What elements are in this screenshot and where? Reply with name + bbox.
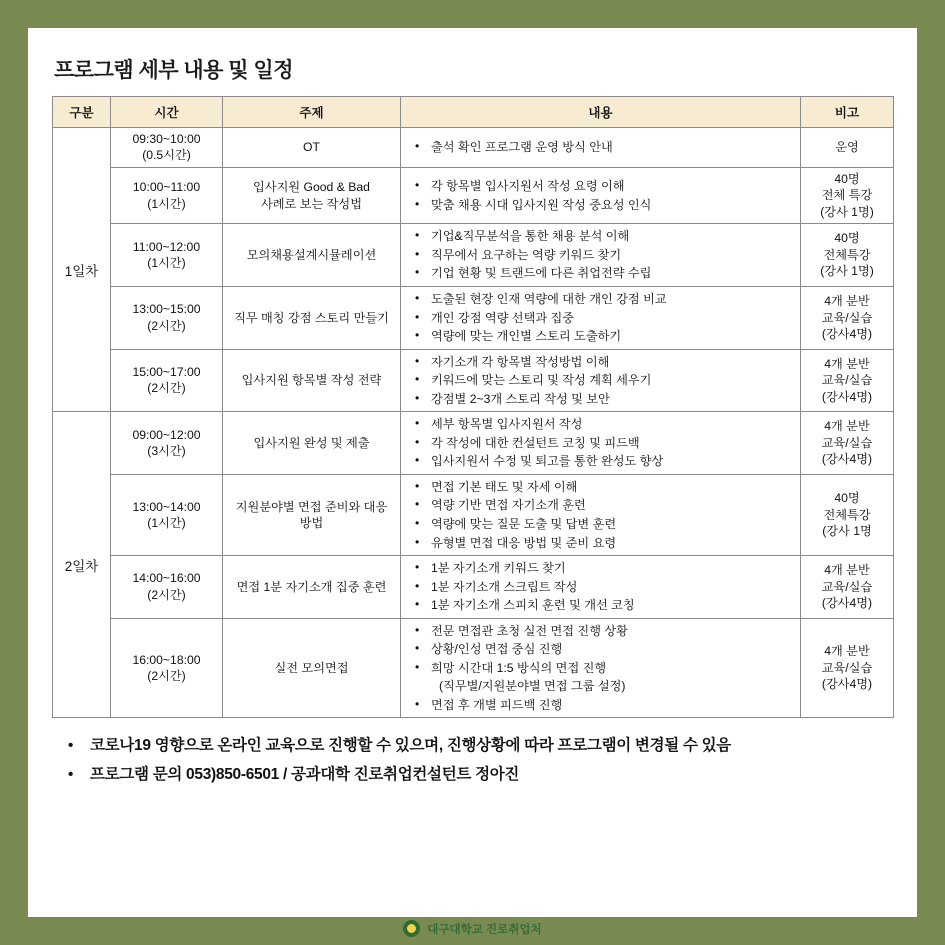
content-list <box>405 227 796 283</box>
column-header-time: 시간 <box>111 97 223 128</box>
topic-line-1: 직무 매칭 강점 스토리 만들기 <box>234 310 389 325</box>
list-item: • 도출된 현장 인재 역량에 대한 개인 강점 비교 <box>405 290 796 309</box>
topic-cell <box>223 618 401 718</box>
content-cell <box>401 167 801 223</box>
topic-line-1: 모의채용설계시뮬레이션 <box>246 247 377 262</box>
table-row <box>53 349 894 412</box>
list-item: • 키워드에 맞는 스토리 및 작성 계획 세우기 <box>405 371 796 390</box>
time-line-1: 16:00~18:00 <box>132 652 201 667</box>
footnote-1: • 코로나19 영향으로 온라인 교육으로 진행할 수 있으며, 진행상황에 따라 프로그램이 변경될 수 있음 <box>56 732 893 761</box>
document-page <box>28 28 917 917</box>
topic-cell <box>223 128 401 168</box>
table-row <box>53 128 894 168</box>
note-line-3: (강사 1명) <box>820 204 874 219</box>
content-cell <box>401 618 801 718</box>
list-item: • 1분 자기소개 키워드 찾기 <box>405 559 796 578</box>
note-line-3: (강사 1명 <box>822 524 872 539</box>
content-cell <box>401 286 801 349</box>
note-line-1: 4개 분반 <box>824 356 870 371</box>
topic-line-1: 면접 1분 자기소개 집중 훈련 <box>236 579 387 594</box>
note-line-1: 4개 분반 <box>824 563 870 578</box>
list-item: • 희망 시간대 1:5 방식의 면접 진행 <box>405 659 796 678</box>
topic-cell <box>223 167 401 223</box>
note-line-1: 4개 분반 <box>824 294 870 309</box>
topic-line-1: 지원분야별 면접 준비와 대응 <box>235 499 388 514</box>
topic-line-2: 사례로 보는 작성법 <box>261 196 362 211</box>
note-line-3: (강사4명) <box>821 389 873 404</box>
table-row <box>53 474 894 555</box>
topic-line-1: 입사지원 완성 및 제출 <box>253 435 370 450</box>
note-line-3: (강사4명) <box>821 596 873 611</box>
list-item: • 각 항목별 입사지원서 작성 요령 이해 <box>405 177 796 196</box>
content-list <box>405 478 796 552</box>
note-cell <box>801 412 894 475</box>
time-cell <box>111 474 223 555</box>
list-item: • 맞춤 채용 시대 입사지원 작성 중요성 인식 <box>405 196 796 215</box>
note-line-2: 전체특강 <box>823 247 871 262</box>
time-line-2: (1시간) <box>147 196 186 211</box>
list-item: • 역량에 맞는 개인별 스토리 도출하기 <box>405 327 796 346</box>
content-cell <box>401 474 801 555</box>
table-row <box>53 556 894 619</box>
list-item: • 자기소개 각 항목별 작성방법 이해 <box>405 353 796 372</box>
list-item: • 직무에서 요구하는 역량 키워드 찾기 <box>405 246 796 265</box>
note-line-2: 교육/실습 <box>821 435 873 450</box>
topic-cell <box>223 286 401 349</box>
note-line-3: (강사4명) <box>821 677 873 692</box>
list-item: • 개인 강점 역량 선택과 집중 <box>405 309 796 328</box>
column-header-day: 구분 <box>53 97 111 128</box>
table-row <box>53 224 894 287</box>
list-item: • 역량 기반 면접 자기소개 훈련 <box>405 496 796 515</box>
content-list <box>405 415 796 471</box>
topic-line-1: 입사지원 항목별 작성 전략 <box>241 373 382 388</box>
content-list <box>405 622 796 715</box>
list-item: • 면접 기본 태도 및 자세 이해 <box>405 478 796 497</box>
table-row <box>53 167 894 223</box>
time-line-1: 10:00~11:00 <box>132 180 201 195</box>
content-list <box>405 559 796 615</box>
time-cell <box>111 286 223 349</box>
note-line-3: (강사4명) <box>821 327 873 342</box>
schedule-table <box>52 96 894 718</box>
column-header-note: 비고 <box>801 97 894 128</box>
note-line-1: 4개 분반 <box>824 644 870 659</box>
topic-line-1: OT <box>303 140 320 155</box>
note-cell <box>801 224 894 287</box>
note-line-1: 4개 분반 <box>824 419 870 434</box>
note-cell <box>801 618 894 718</box>
list-item: • 강점별 2~3개 스토리 작성 및 보안 <box>405 390 796 409</box>
time-line-2: (0.5시간) <box>142 148 191 163</box>
time-line-2: (1시간) <box>147 256 186 271</box>
time-line-2: (1시간) <box>147 516 186 530</box>
list-item: • 세부 항목별 입사지원서 작성 <box>405 415 796 434</box>
page-title: 프로그램 세부 내용 및 일정 <box>54 59 293 82</box>
list-item: • 상황/인성 면접 중심 진행 <box>405 640 796 659</box>
note-cell <box>801 128 894 168</box>
time-cell <box>111 128 223 168</box>
topic-line-2: 방법 <box>299 516 324 530</box>
list-item: • 기업&직무분석을 통한 채용 분석 이해 <box>405 227 796 246</box>
note-cell <box>801 349 894 412</box>
time-cell <box>111 618 223 718</box>
topic-cell <box>223 224 401 287</box>
footnote-2: • 프로그램 문의 053)850-6501 / 공과대학 진로취업컨설턴트 정아진 <box>56 761 893 790</box>
note-cell <box>801 286 894 349</box>
note-cell <box>801 474 894 555</box>
brand-name: 대구대학교 진로취업처 <box>427 923 542 936</box>
time-line-2: (3시간) <box>147 444 186 459</box>
list-item: • 전문 면접관 초청 실전 면접 진행 상황 <box>405 622 796 641</box>
list-item: • 1분 자기소개 스피치 훈련 및 개선 코칭 <box>405 596 796 615</box>
time-line-1: 13:00~15:00 <box>132 302 201 317</box>
time-line-1: 13:00~14:00 <box>132 499 201 514</box>
list-item: • 각 작성에 대한 컨설턴트 코칭 및 피드백 <box>405 434 796 453</box>
table-header-row <box>53 97 894 128</box>
time-cell <box>111 224 223 287</box>
note-line-1: 40명 <box>834 231 860 246</box>
column-header-content: 내용 <box>401 97 801 128</box>
note-line-1: 40명 <box>834 491 860 506</box>
list-item: • 출석 확인 프로그램 운영 방식 안내 <box>405 138 796 157</box>
list-item: • 유형별 면접 대응 방법 및 준비 요령 <box>405 534 796 553</box>
time-line-1: 11:00~12:00 <box>132 239 201 254</box>
note-line-3: (강사 1명) <box>820 264 874 279</box>
content-cell <box>401 556 801 619</box>
time-cell <box>111 412 223 475</box>
column-header-topic: 주제 <box>223 97 401 128</box>
footnotes <box>56 732 893 789</box>
note-line-1: 운영 <box>835 140 859 155</box>
list-item: • 면접 후 개별 피드백 진행 <box>405 696 796 715</box>
time-cell <box>111 349 223 412</box>
time-line-1: 09:00~12:00 <box>132 427 201 442</box>
time-line-1: 09:30~10:00 <box>132 132 201 146</box>
content-list <box>405 290 796 346</box>
content-cell <box>401 412 801 475</box>
topic-cell <box>223 412 401 475</box>
content-cell <box>401 224 801 287</box>
time-line-2: (2시간) <box>147 669 186 684</box>
topic-line-1: 실전 모의면접 <box>274 660 349 675</box>
list-item: • 기업 현황 및 트랜드에 다른 취업전략 수립 <box>405 264 796 283</box>
table-row <box>53 618 894 718</box>
time-line-1: 15:00~17:00 <box>132 364 201 379</box>
time-line-2: (2시간) <box>147 587 186 602</box>
note-line-2: 전체 특강 <box>821 188 873 203</box>
table-row <box>53 412 894 475</box>
note-cell <box>801 167 894 223</box>
shield-logo-icon <box>403 920 420 937</box>
note-cell <box>801 556 894 619</box>
note-line-2: 교육/실습 <box>821 310 873 325</box>
day-cell-2: 2일차 <box>53 412 111 718</box>
list-item: • 입사지원서 수정 및 퇴고를 통한 완성도 향상 <box>405 452 796 471</box>
list-item: • 1분 자기소개 스크립트 작성 <box>405 578 796 597</box>
table-row <box>53 286 894 349</box>
content-list <box>405 353 796 409</box>
topic-cell <box>223 474 401 555</box>
note-line-2: 전체특강 <box>823 507 871 522</box>
list-item-sub: (직무별/지원분야별 면접 그룹 설정) <box>439 679 626 694</box>
day-cell-1: 1일차 <box>53 128 111 412</box>
content-cell <box>401 128 801 168</box>
note-line-2: 교육/실습 <box>821 660 873 675</box>
topic-cell <box>223 556 401 619</box>
note-line-1: 40명 <box>834 171 860 186</box>
time-line-2: (2시간) <box>147 381 186 396</box>
brand-footer <box>0 920 945 937</box>
content-list <box>405 138 796 157</box>
topic-cell <box>223 349 401 412</box>
content-cell <box>401 349 801 412</box>
note-line-2: 교육/실습 <box>821 579 873 594</box>
content-list <box>405 177 796 214</box>
topic-line-1: 입사지원 Good & Bad <box>253 180 370 195</box>
time-cell <box>111 556 223 619</box>
note-line-2: 교육/실습 <box>821 373 873 388</box>
time-line-1: 14:00~16:00 <box>132 571 201 586</box>
list-item: • 역량에 맞는 질문 도출 및 답변 훈련 <box>405 515 796 534</box>
time-line-2: (2시간) <box>147 318 186 333</box>
note-line-3: (강사4명) <box>821 452 873 467</box>
time-cell <box>111 167 223 223</box>
